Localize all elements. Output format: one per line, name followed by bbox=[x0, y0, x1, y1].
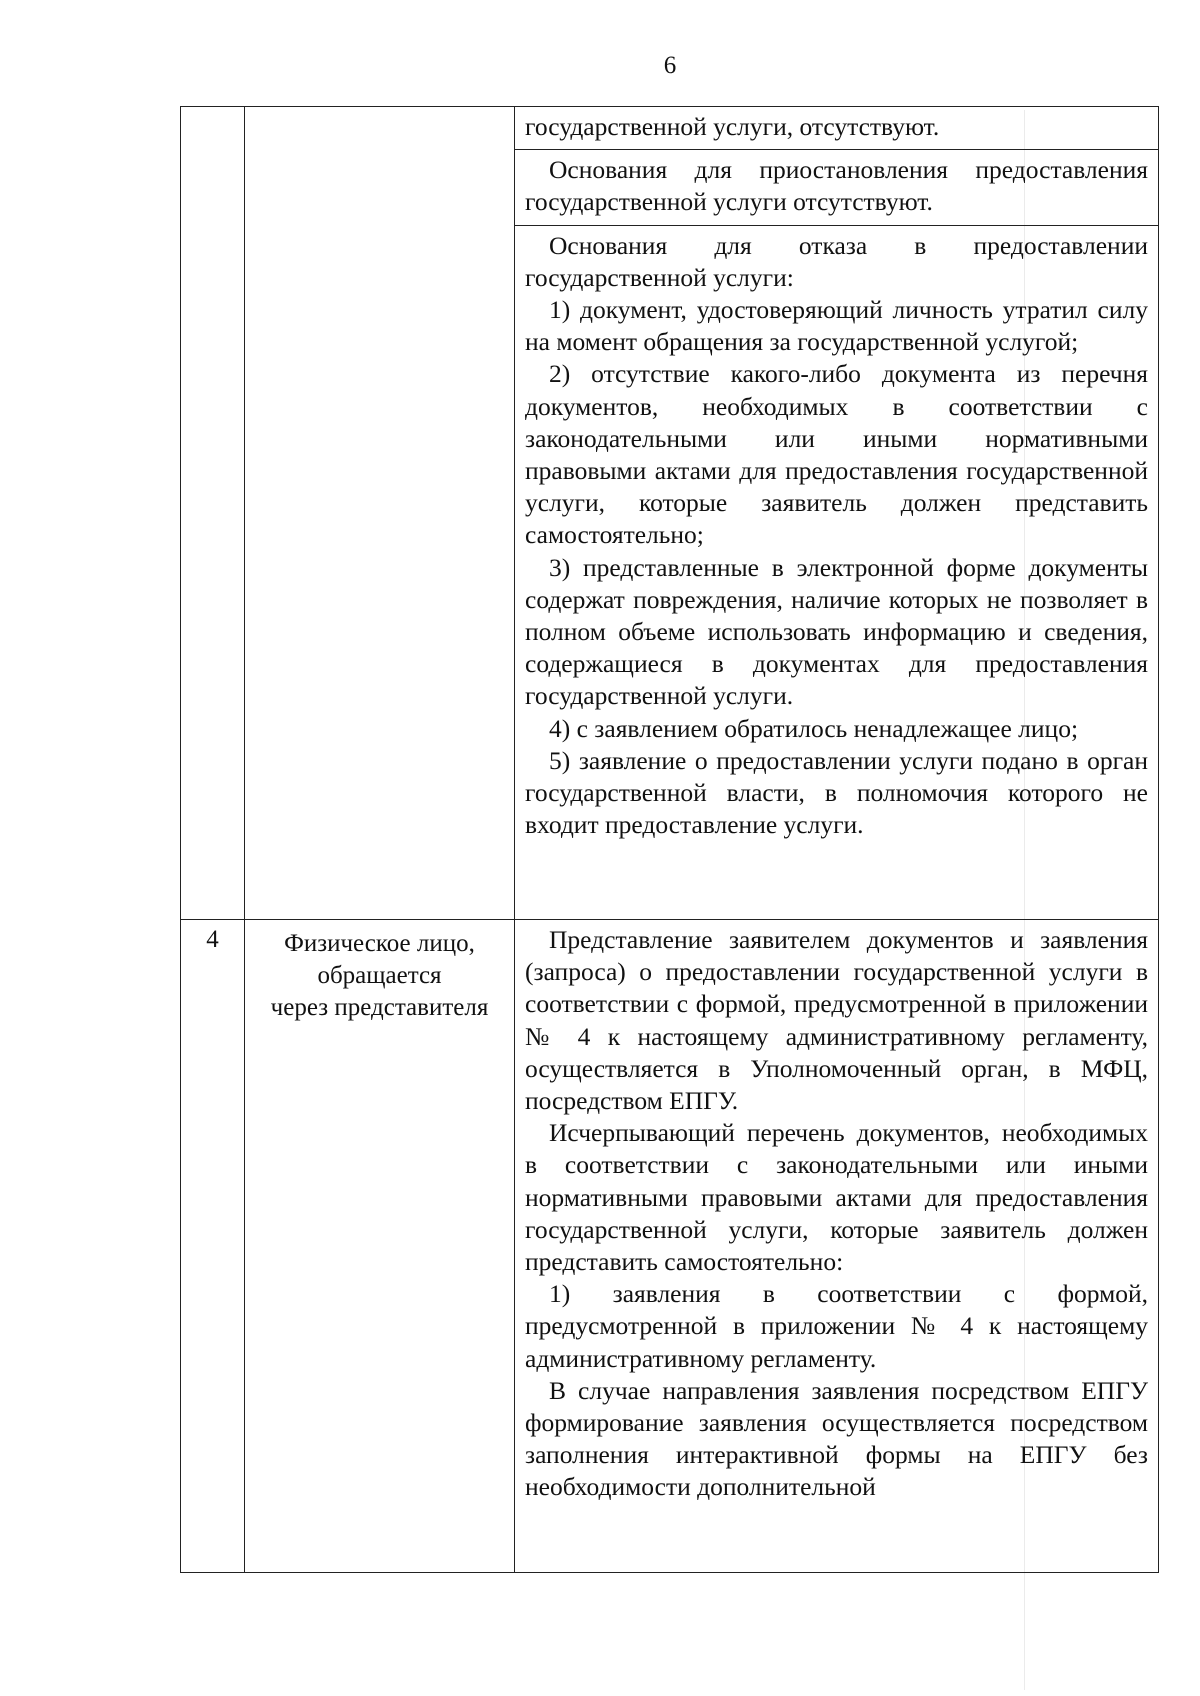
table-row bbox=[181, 107, 1159, 920]
description-block bbox=[515, 107, 1158, 150]
description-paragraph: 1) документ, удостоверяющий личность утратил силу на момент обращения за государственной услугой; bbox=[525, 295, 1148, 357]
description-paragraph: Представление заявителем документов и заявления (запроса) о предоставлении государственной услуги в соответствии с формой, предусмотренной в приложении № 4 к настоящему административному регламенту, осуществляется в Уполномоченный орган, в МФЦ, посредством ЕПГУ. bbox=[525, 925, 1148, 1116]
page-number: 6 bbox=[663, 52, 677, 79]
applicant-category-cell bbox=[245, 920, 515, 1573]
description-paragraph: Исчерпывающий перечень документов, необходимых в соответствии с законодательными или иными нормативными правовыми актами для предоставления государственной услуги, которые заявитель должен представить самостоятельно: bbox=[525, 1118, 1148, 1277]
description-cell bbox=[515, 920, 1159, 1573]
table-row bbox=[181, 920, 1159, 1573]
description-paragraph: 3) представленные в электронной форме документы содержат повреждения, наличие которых не позволяет в полном объеме использовать информацию и сведения, содержащиеся в документах для предоставления государственной услуги. bbox=[525, 552, 1148, 711]
description-paragraph: Основания для приостановления предоставления государственной услуги отсутствуют. bbox=[525, 155, 1148, 217]
applicant-category-line: обращается bbox=[317, 962, 442, 989]
description-paragraph: 1) заявления в соответствии с формой, предусмотренной в приложении № 4 к настоящему административному регламенту. bbox=[525, 1279, 1148, 1373]
description-paragraph: 5) заявление о предоставлении услуги подано в орган государственной власти, в полномочия которого не входит предоставление услуги. bbox=[525, 745, 1148, 840]
description-block bbox=[515, 150, 1158, 225]
applicant-category-cell bbox=[245, 107, 515, 920]
description-block bbox=[515, 226, 1158, 848]
description-paragraph: государственной услуги, отсутствуют. bbox=[525, 112, 940, 141]
regulation-table bbox=[180, 106, 1159, 1573]
description-paragraph: 2) отсутствие какого-либо документа из перечня документов, необходимых в соответствии с законодательными или иными нормативными правовыми актами для предоставления государственной услуги, которые заявитель должен представить самостоятельно; bbox=[525, 359, 1148, 550]
description-paragraph: Основания для отказа в предоставлении государственной услуги: bbox=[525, 230, 1148, 292]
row-number-cell bbox=[181, 107, 245, 920]
row-number-cell: 4 bbox=[181, 920, 245, 1573]
description-paragraph: 4) с заявлением обратилось ненадлежащее лицо; bbox=[549, 713, 1079, 743]
applicant-category-line: Физическое лицо, bbox=[284, 930, 475, 957]
description-cell bbox=[515, 107, 1159, 920]
applicant-category-line: через представителя bbox=[270, 994, 489, 1021]
description-block bbox=[515, 920, 1158, 1510]
description-paragraph: В случае направления заявления посредством ЕПГУ формирование заявления осуществляется посредством заполнения интерактивной формы на ЕПГУ без необходимости дополнительной bbox=[525, 1375, 1148, 1502]
